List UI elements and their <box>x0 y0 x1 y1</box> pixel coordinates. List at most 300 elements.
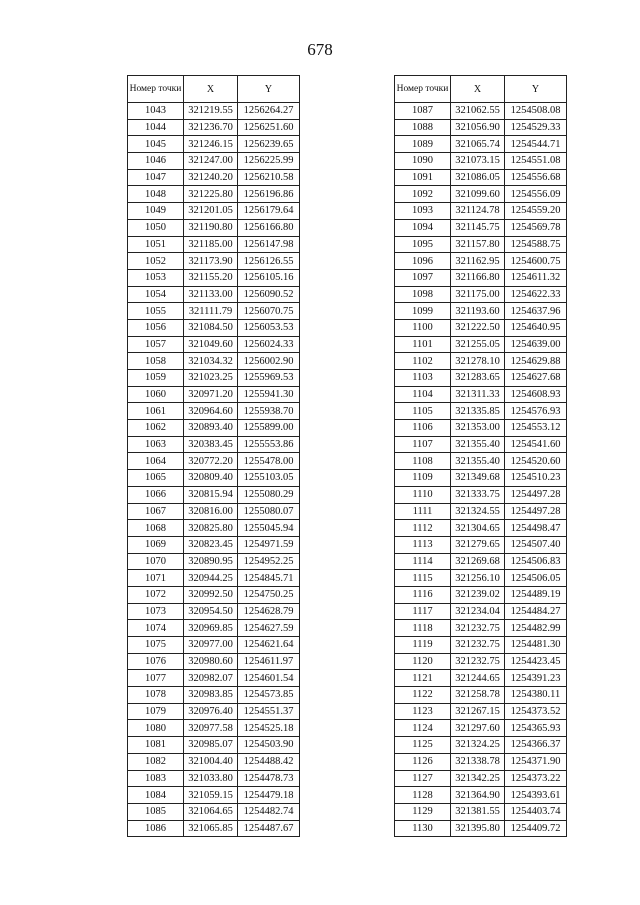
cell-point-number: 1115 <box>395 570 451 587</box>
table-row <box>395 603 567 620</box>
table-row <box>128 103 300 120</box>
cell-point-number: 1084 <box>128 787 184 804</box>
cell-y: 1255103.05 <box>238 470 300 487</box>
table-row <box>395 670 567 687</box>
cell-point-number: 1116 <box>395 586 451 603</box>
cell-y: 1254481.30 <box>505 637 567 654</box>
cell-y: 1254556.68 <box>505 169 567 186</box>
cell-y: 1256179.64 <box>238 203 300 220</box>
cell-y: 1254952.25 <box>238 553 300 570</box>
cell-point-number: 1080 <box>128 720 184 737</box>
cell-point-number: 1049 <box>128 203 184 220</box>
cell-x: 321236.70 <box>184 119 238 136</box>
table-row <box>128 136 300 153</box>
table-row <box>128 670 300 687</box>
cell-x: 321338.78 <box>451 753 505 770</box>
cell-point-number: 1064 <box>128 453 184 470</box>
cell-y: 1254629.88 <box>505 353 567 370</box>
header-x: X <box>184 76 238 103</box>
cell-y: 1254403.74 <box>505 803 567 820</box>
table-row <box>395 787 567 804</box>
table-row <box>128 536 300 553</box>
cell-x: 320383.45 <box>184 436 238 453</box>
table-row <box>395 553 567 570</box>
cell-y: 1254497.28 <box>505 503 567 520</box>
cell-x: 320825.80 <box>184 520 238 537</box>
cell-y: 1254498.47 <box>505 520 567 537</box>
cell-point-number: 1128 <box>395 787 451 804</box>
table-row <box>395 820 567 837</box>
table-row <box>395 153 567 170</box>
cell-x: 321086.05 <box>451 169 505 186</box>
cell-point-number: 1118 <box>395 620 451 637</box>
cell-x: 320985.07 <box>184 737 238 754</box>
table-row <box>395 803 567 820</box>
cell-y: 1254366.37 <box>505 737 567 754</box>
table-row <box>128 353 300 370</box>
table-row <box>395 737 567 754</box>
cell-x: 320772.20 <box>184 453 238 470</box>
cell-x: 321335.85 <box>451 403 505 420</box>
cell-y: 1254484.27 <box>505 603 567 620</box>
cell-x: 321034.32 <box>184 353 238 370</box>
cell-y: 1255899.00 <box>238 420 300 437</box>
cell-point-number: 1111 <box>395 503 451 520</box>
cell-point-number: 1058 <box>128 353 184 370</box>
cell-point-number: 1087 <box>395 103 451 120</box>
cell-y: 1256196.86 <box>238 186 300 203</box>
cell-x: 321145.75 <box>451 219 505 236</box>
cell-x: 321278.10 <box>451 353 505 370</box>
cell-y: 1254508.08 <box>505 103 567 120</box>
header-point-number: Номер точки <box>128 76 184 103</box>
cell-x: 321239.02 <box>451 586 505 603</box>
table-row <box>395 336 567 353</box>
cell-y: 1254497.28 <box>505 486 567 503</box>
cell-point-number: 1055 <box>128 303 184 320</box>
cell-point-number: 1070 <box>128 553 184 570</box>
cell-x: 321255.05 <box>451 336 505 353</box>
table-row <box>128 486 300 503</box>
cell-y: 1254371.90 <box>505 753 567 770</box>
cell-y: 1254611.97 <box>238 653 300 670</box>
table-row <box>395 253 567 270</box>
table-row <box>128 603 300 620</box>
cell-y: 1256105.16 <box>238 269 300 286</box>
cell-point-number: 1051 <box>128 236 184 253</box>
cell-point-number: 1091 <box>395 169 451 186</box>
cell-y: 1254622.33 <box>505 286 567 303</box>
cell-point-number: 1122 <box>395 687 451 704</box>
cell-y: 1254621.64 <box>238 637 300 654</box>
cell-x: 320815.94 <box>184 486 238 503</box>
cell-x: 320992.50 <box>184 586 238 603</box>
cell-point-number: 1047 <box>128 169 184 186</box>
cell-y: 1254600.75 <box>505 253 567 270</box>
cell-x: 321324.25 <box>451 737 505 754</box>
table-row <box>395 136 567 153</box>
table-row <box>128 269 300 286</box>
table-row <box>128 420 300 437</box>
table-row <box>128 403 300 420</box>
cell-y: 1254373.22 <box>505 770 567 787</box>
cell-x: 321247.00 <box>184 153 238 170</box>
cell-x: 321364.90 <box>451 787 505 804</box>
cell-y: 1254391.23 <box>505 670 567 687</box>
cell-x: 321201.05 <box>184 203 238 220</box>
cell-y: 1254525.18 <box>238 720 300 737</box>
cell-y: 1256166.80 <box>238 219 300 236</box>
cell-point-number: 1085 <box>128 803 184 820</box>
cell-y: 1255969.53 <box>238 370 300 387</box>
cell-x: 321173.90 <box>184 253 238 270</box>
cell-x: 321269.68 <box>451 553 505 570</box>
cell-point-number: 1093 <box>395 203 451 220</box>
table-row <box>128 153 300 170</box>
table-row <box>395 169 567 186</box>
cell-y: 1254482.74 <box>238 803 300 820</box>
header-y: Y <box>505 76 567 103</box>
cell-y: 1254409.72 <box>505 820 567 837</box>
table-row <box>395 770 567 787</box>
cell-point-number: 1127 <box>395 770 451 787</box>
cell-y: 1256225.99 <box>238 153 300 170</box>
cell-point-number: 1095 <box>395 236 451 253</box>
cell-y: 1254478.73 <box>238 770 300 787</box>
table-row <box>128 286 300 303</box>
cell-point-number: 1076 <box>128 653 184 670</box>
cell-point-number: 1078 <box>128 687 184 704</box>
cell-point-number: 1112 <box>395 520 451 537</box>
cell-point-number: 1050 <box>128 219 184 236</box>
table-row <box>128 386 300 403</box>
cell-y: 1254569.78 <box>505 219 567 236</box>
coordinates-table-right <box>394 75 567 837</box>
cell-y: 1256210.58 <box>238 169 300 186</box>
cell-x: 321033.80 <box>184 770 238 787</box>
cell-y: 1254637.96 <box>505 303 567 320</box>
table-row <box>395 219 567 236</box>
table-row <box>395 687 567 704</box>
table-row <box>128 470 300 487</box>
cell-x: 321381.55 <box>451 803 505 820</box>
cell-point-number: 1124 <box>395 720 451 737</box>
table-row <box>395 753 567 770</box>
cell-x: 320977.00 <box>184 637 238 654</box>
table-row <box>128 436 300 453</box>
cell-point-number: 1052 <box>128 253 184 270</box>
table-row <box>128 653 300 670</box>
table-row <box>395 420 567 437</box>
cell-x: 321190.80 <box>184 219 238 236</box>
cell-point-number: 1071 <box>128 570 184 587</box>
cell-x: 320890.95 <box>184 553 238 570</box>
table-row <box>128 303 300 320</box>
cell-y: 1254551.37 <box>238 703 300 720</box>
cell-x: 320982.07 <box>184 670 238 687</box>
cell-point-number: 1096 <box>395 253 451 270</box>
coordinates-table-left <box>127 75 300 837</box>
cell-y: 1254380.11 <box>505 687 567 704</box>
cell-y: 1254845.71 <box>238 570 300 587</box>
cell-x: 321395.80 <box>451 820 505 837</box>
cell-y: 1256002.90 <box>238 353 300 370</box>
cell-point-number: 1129 <box>395 803 451 820</box>
cell-y: 1256251.60 <box>238 119 300 136</box>
table-row <box>128 336 300 353</box>
table-row <box>395 637 567 654</box>
table-row <box>128 687 300 704</box>
cell-x: 321157.80 <box>451 236 505 253</box>
cell-x: 320971.20 <box>184 386 238 403</box>
table-row <box>395 703 567 720</box>
cell-x: 321166.80 <box>451 269 505 286</box>
table-row <box>128 119 300 136</box>
cell-point-number: 1062 <box>128 420 184 437</box>
cell-y: 1254608.93 <box>505 386 567 403</box>
cell-point-number: 1100 <box>395 319 451 336</box>
cell-point-number: 1099 <box>395 303 451 320</box>
cell-point-number: 1113 <box>395 536 451 553</box>
cell-point-number: 1057 <box>128 336 184 353</box>
cell-point-number: 1109 <box>395 470 451 487</box>
table-row <box>395 370 567 387</box>
cell-point-number: 1068 <box>128 520 184 537</box>
cell-x: 320944.25 <box>184 570 238 587</box>
cell-x: 321324.55 <box>451 503 505 520</box>
cell-point-number: 1110 <box>395 486 451 503</box>
cell-x: 321279.65 <box>451 536 505 553</box>
cell-point-number: 1067 <box>128 503 184 520</box>
cell-y: 1254510.23 <box>505 470 567 487</box>
cell-point-number: 1119 <box>395 637 451 654</box>
cell-x: 321193.60 <box>451 303 505 320</box>
cell-point-number: 1066 <box>128 486 184 503</box>
table-row <box>128 737 300 754</box>
cell-y: 1254482.99 <box>505 620 567 637</box>
cell-point-number: 1046 <box>128 153 184 170</box>
cell-y: 1254971.59 <box>238 536 300 553</box>
cell-point-number: 1105 <box>395 403 451 420</box>
table-row <box>128 637 300 654</box>
cell-x: 321059.15 <box>184 787 238 804</box>
cell-x: 320969.85 <box>184 620 238 637</box>
cell-point-number: 1044 <box>128 119 184 136</box>
cell-x: 321175.00 <box>451 286 505 303</box>
cell-point-number: 1069 <box>128 536 184 553</box>
cell-y: 1254551.08 <box>505 153 567 170</box>
cell-x: 321219.55 <box>184 103 238 120</box>
cell-x: 321311.33 <box>451 386 505 403</box>
cell-y: 1254639.00 <box>505 336 567 353</box>
table-row <box>128 520 300 537</box>
table-row <box>395 503 567 520</box>
table-row <box>395 436 567 453</box>
table-row <box>128 620 300 637</box>
cell-point-number: 1102 <box>395 353 451 370</box>
cell-x: 320809.40 <box>184 470 238 487</box>
cell-point-number: 1089 <box>395 136 451 153</box>
cell-x: 321258.78 <box>451 687 505 704</box>
cell-x: 321064.65 <box>184 803 238 820</box>
cell-y: 1254573.85 <box>238 687 300 704</box>
cell-x: 321073.15 <box>451 153 505 170</box>
cell-y: 1254423.45 <box>505 653 567 670</box>
table-row <box>128 586 300 603</box>
cell-x: 320893.40 <box>184 420 238 437</box>
table-row <box>395 269 567 286</box>
table-row <box>128 753 300 770</box>
cell-x: 321185.00 <box>184 236 238 253</box>
cell-y: 1254507.40 <box>505 536 567 553</box>
cell-y: 1256053.53 <box>238 319 300 336</box>
cell-y: 1255478.00 <box>238 453 300 470</box>
cell-y: 1256126.55 <box>238 253 300 270</box>
table-row <box>128 169 300 186</box>
cell-x: 320976.40 <box>184 703 238 720</box>
cell-point-number: 1120 <box>395 653 451 670</box>
cell-x: 320980.60 <box>184 653 238 670</box>
cell-y: 1256264.27 <box>238 103 300 120</box>
cell-point-number: 1081 <box>128 737 184 754</box>
table-body-right <box>395 103 567 837</box>
table-row <box>395 186 567 203</box>
table-row <box>395 453 567 470</box>
cell-y: 1254393.61 <box>505 787 567 804</box>
table-row <box>128 720 300 737</box>
cell-point-number: 1125 <box>395 737 451 754</box>
cell-x: 321244.65 <box>451 670 505 687</box>
cell-x: 321162.95 <box>451 253 505 270</box>
cell-x: 320964.60 <box>184 403 238 420</box>
cell-y: 1254488.42 <box>238 753 300 770</box>
cell-y: 1254489.19 <box>505 586 567 603</box>
cell-x: 320823.45 <box>184 536 238 553</box>
header-x: X <box>451 76 505 103</box>
table-row <box>395 353 567 370</box>
cell-point-number: 1048 <box>128 186 184 203</box>
cell-x: 321333.75 <box>451 486 505 503</box>
cell-y: 1254544.71 <box>505 136 567 153</box>
cell-x: 321065.74 <box>451 136 505 153</box>
table-row <box>128 186 300 203</box>
cell-point-number: 1108 <box>395 453 451 470</box>
cell-point-number: 1074 <box>128 620 184 637</box>
cell-y: 1256070.75 <box>238 303 300 320</box>
cell-x: 321355.40 <box>451 453 505 470</box>
table-row <box>128 703 300 720</box>
cell-x: 321225.80 <box>184 186 238 203</box>
cell-point-number: 1097 <box>395 269 451 286</box>
table-row <box>395 386 567 403</box>
cell-point-number: 1123 <box>395 703 451 720</box>
table-row <box>128 770 300 787</box>
table-row <box>128 236 300 253</box>
table-row <box>395 720 567 737</box>
cell-y: 1254520.60 <box>505 453 567 470</box>
table-row <box>395 403 567 420</box>
table-row <box>128 820 300 837</box>
cell-y: 1254529.33 <box>505 119 567 136</box>
cell-x: 321246.15 <box>184 136 238 153</box>
cell-y: 1254576.93 <box>505 403 567 420</box>
table-row <box>128 570 300 587</box>
cell-x: 320983.85 <box>184 687 238 704</box>
cell-x: 321084.50 <box>184 319 238 336</box>
cell-x: 321349.68 <box>451 470 505 487</box>
cell-x: 321133.00 <box>184 286 238 303</box>
cell-point-number: 1086 <box>128 820 184 837</box>
cell-x: 321297.60 <box>451 720 505 737</box>
cell-x: 320954.50 <box>184 603 238 620</box>
cell-point-number: 1060 <box>128 386 184 403</box>
cell-point-number: 1063 <box>128 436 184 453</box>
table-row <box>395 319 567 336</box>
cell-point-number: 1082 <box>128 753 184 770</box>
cell-x: 321342.25 <box>451 770 505 787</box>
cell-point-number: 1073 <box>128 603 184 620</box>
cell-y: 1254611.32 <box>505 269 567 286</box>
cell-y: 1254601.54 <box>238 670 300 687</box>
cell-y: 1256147.98 <box>238 236 300 253</box>
cell-point-number: 1079 <box>128 703 184 720</box>
cell-point-number: 1059 <box>128 370 184 387</box>
cell-x: 321232.75 <box>451 620 505 637</box>
cell-point-number: 1054 <box>128 286 184 303</box>
cell-point-number: 1088 <box>395 119 451 136</box>
table-row <box>395 470 567 487</box>
cell-point-number: 1056 <box>128 319 184 336</box>
cell-y: 1254553.12 <box>505 420 567 437</box>
cell-y: 1256090.52 <box>238 286 300 303</box>
cell-point-number: 1121 <box>395 670 451 687</box>
cell-y: 1254640.95 <box>505 319 567 336</box>
cell-point-number: 1092 <box>395 186 451 203</box>
table-row <box>395 536 567 553</box>
cell-point-number: 1053 <box>128 269 184 286</box>
cell-point-number: 1045 <box>128 136 184 153</box>
cell-y: 1256024.33 <box>238 336 300 353</box>
cell-x: 321355.40 <box>451 436 505 453</box>
cell-x: 321283.65 <box>451 370 505 387</box>
cell-point-number: 1077 <box>128 670 184 687</box>
cell-x: 321353.00 <box>451 420 505 437</box>
table-row <box>395 570 567 587</box>
header-point-number: Номер точки <box>395 76 451 103</box>
cell-y: 1254556.09 <box>505 186 567 203</box>
cell-x: 321065.85 <box>184 820 238 837</box>
table-row <box>128 219 300 236</box>
cell-point-number: 1043 <box>128 103 184 120</box>
table-row <box>128 253 300 270</box>
table-row <box>395 486 567 503</box>
cell-point-number: 1065 <box>128 470 184 487</box>
cell-y: 1254503.90 <box>238 737 300 754</box>
cell-x: 321234.04 <box>451 603 505 620</box>
cell-point-number: 1061 <box>128 403 184 420</box>
table-row <box>395 286 567 303</box>
table-header-row <box>128 76 300 103</box>
cell-point-number: 1094 <box>395 219 451 236</box>
page-number: 678 <box>307 40 333 59</box>
cell-y: 1254506.83 <box>505 553 567 570</box>
table-row <box>395 203 567 220</box>
cell-y: 1254506.05 <box>505 570 567 587</box>
table-row <box>128 319 300 336</box>
table-row <box>128 503 300 520</box>
cell-x: 321155.20 <box>184 269 238 286</box>
cell-point-number: 1126 <box>395 753 451 770</box>
